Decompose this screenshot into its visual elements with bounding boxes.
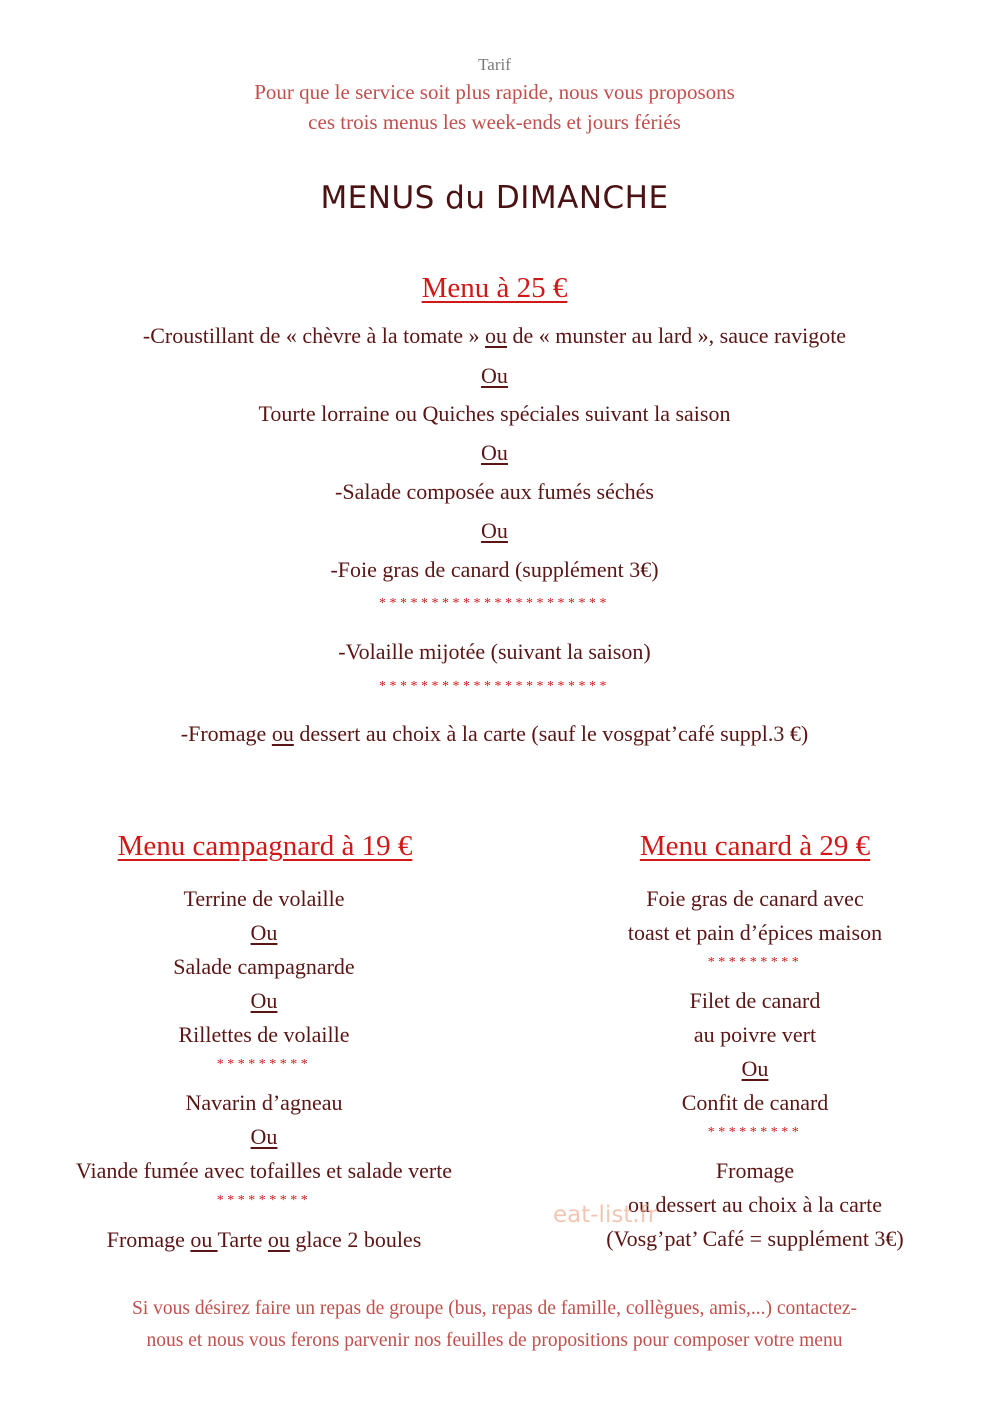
campagnard-dessert-c: glace 2 boules (289, 1227, 422, 1252)
menu-25-ou-1: Ou (481, 363, 508, 388)
campagnard-dessert (5, 1227, 523, 1253)
menu-25-separator-2: ********************** (379, 679, 610, 694)
menu-25-starter-4: -Foie gras de canard (supplément 3€) (330, 557, 659, 582)
campagnard-ou-3: Ou (250, 1124, 278, 1149)
menu-25-main: -Volaille mijotée (suivant la saison) (338, 639, 651, 664)
canard-item-2: toast et pain d’épices maison (627, 920, 883, 945)
campagnard-item-3: Rillettes de volaille (178, 1022, 350, 1047)
menu-campagnard-title: Menu campagnard à 19 € (117, 830, 413, 862)
canard-item-6: Fromage (715, 1158, 795, 1183)
campagnard-item-4: Navarin d’agneau (185, 1090, 343, 1115)
menu-25-starter-2: Tourte lorraine ou Quiches spéciales suivant la saison (258, 401, 731, 426)
campagnard-ou-2: Ou (250, 988, 278, 1013)
intro-line-1: Pour que le service soit plus rapide, nous vous proposons (254, 80, 735, 104)
campagnard-dessert-a: Fromage (106, 1227, 191, 1252)
canard-item-3: Filet de canard (689, 988, 821, 1013)
campagnard-dessert-ou-1: ou (190, 1227, 218, 1252)
intro-line-2: ces trois menus les week-ends et jours fériés (308, 110, 681, 134)
tarif-label: Tarif (478, 55, 511, 74)
menu-25-dessert (0, 721, 989, 747)
campagnard-dessert-ou-2: ou (267, 1227, 290, 1252)
campagnard-item-1: Terrine de volaille (183, 886, 345, 911)
menu-25-starter-1 (0, 323, 989, 349)
menu-25-separator-1: ********************** (379, 596, 610, 611)
menu-25-starter-3: -Salade composée aux fumés séchés (335, 479, 654, 504)
menu-25-starter-1-ou: ou (485, 323, 508, 348)
canard-item-1: Foie gras de canard avec (646, 886, 864, 911)
menu-25-ou-2: Ou (481, 440, 508, 465)
menu-25-starter-1-a: -Croustillant de « chèvre à la tomate » (142, 323, 486, 348)
campagnard-item-2: Salade campagnarde (173, 954, 355, 979)
menu-25-title: Menu à 25 € (421, 272, 568, 304)
canard-ou-1: Ou (741, 1056, 769, 1081)
menu-canard-title: Menu canard à 29 € (639, 830, 871, 862)
canard-item-7: ou dessert au choix à la carte (627, 1192, 883, 1217)
footer-line-1: Si vous désirez faire un repas de groupe (bus, repas de famille, collègues, amis,...) contactez- (131, 1298, 858, 1319)
footer-line-2: nous et nous vous ferons parvenir nos feuilles de propositions pour composer votre menu (146, 1330, 843, 1351)
campagnard-ou-1: Ou (250, 920, 278, 945)
canard-separator-1: ********* (707, 955, 803, 970)
canard-item-8: (Vosg’pat’ Café = supplément 3€) (606, 1226, 904, 1251)
menu-25-dessert-ou: ou (271, 721, 294, 746)
menu-25-dessert-a: -Fromage (180, 721, 272, 746)
watermark: eat-list.fr (553, 1202, 658, 1228)
page-title: MENUS du DIMANCHE (320, 180, 669, 216)
campagnard-item-5: Viande fumée avec tofailles et salade verte (75, 1158, 453, 1183)
campagnard-separator-2: ********* (216, 1193, 312, 1208)
campagnard-dessert-b: Tarte (217, 1227, 268, 1252)
campagnard-separator-1: ********* (216, 1057, 312, 1072)
canard-separator-2: ********* (707, 1125, 803, 1140)
menu-25-starter-1-b: de « munster au lard », sauce ravigote (507, 323, 847, 348)
menu-25-dessert-b: dessert au choix à la carte (sauf le vosgpat’café suppl.3 €) (293, 721, 809, 746)
menu-25-ou-3: Ou (481, 518, 508, 543)
canard-item-5: Confit de canard (681, 1090, 829, 1115)
canard-item-4: au poivre vert (693, 1022, 817, 1047)
